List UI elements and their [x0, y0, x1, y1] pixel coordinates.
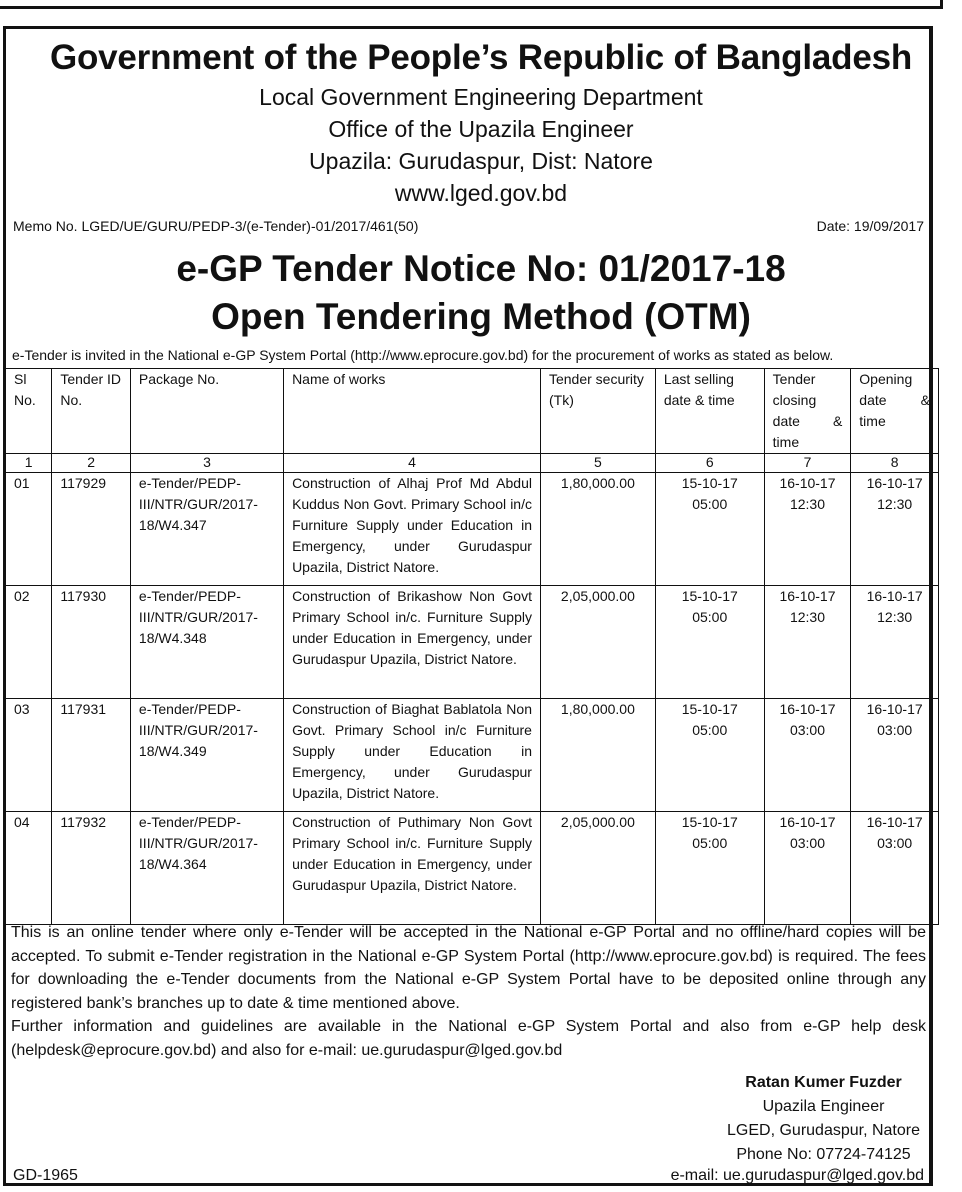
cell-selling-date: [655, 699, 764, 812]
cell-tender-id: 117932: [52, 812, 131, 925]
header-tender-id: Tender ID No.: [52, 369, 131, 454]
cell-tender-id: 117929: [52, 473, 131, 586]
signatory-email[interactable]: e-mail: ue.gurudaspur@lged.gov.bd: [670, 1167, 924, 1184]
header-opening-date: Opening date & time: [851, 369, 939, 454]
opening-time: 12:30: [877, 609, 913, 625]
signatory-phone: Phone No: 07724-74125: [736, 1146, 911, 1163]
cell-security: 2,05,000.00: [540, 812, 655, 925]
cell-work-name: Construction of Brikashow Non Govt Primary School in/c. Furniture Supply under Education in Emergency, under Gurudaspur Upazila, District Natore.: [284, 586, 541, 699]
table-row: [6, 473, 939, 586]
opening-date: 16-10-17: [866, 475, 923, 491]
column-number: 7: [764, 454, 851, 473]
selling-time: 05:00: [692, 835, 728, 851]
header-sl: Sl No.: [6, 369, 52, 454]
closing-time: 12:30: [789, 609, 825, 625]
memo-date: Date: 19/09/2017: [816, 218, 924, 234]
notice-title: e-GP Tender Notice No: 01/2017-18: [176, 248, 786, 289]
selling-date: 15-10-17: [681, 814, 738, 830]
cell-sl: 02: [6, 586, 52, 699]
cell-selling-date: [655, 473, 764, 586]
government-title: Government of the People’s Republic of Bangladesh: [49, 38, 913, 77]
cell-work-name: Construction of Biaghat Bablatola Non Govt. Primary School in/c Furniture Supply under Education in Emergency, under Gurudaspur Upazila, District Natore.: [284, 699, 541, 812]
opening-date: 16-10-17: [866, 814, 923, 830]
cell-tender-id: 117930: [52, 586, 131, 699]
further-info-paragraph: Further information and guidelines are available in the National e-GP System Portal and also from e-GP help desk (helpdesk@eprocure.gov.bd) and also for e-mail: ue.gurudaspur@lged.gov.bd: [11, 1018, 926, 1059]
office-name: Office of the Upazila Engineer: [328, 116, 634, 142]
selling-time: 05:00: [692, 609, 728, 625]
gd-code: GD-1965: [13, 1167, 78, 1184]
selling-time: 05:00: [692, 722, 728, 738]
department-name: Local Government Engineering Department: [259, 84, 703, 110]
cell-closing-date: [764, 473, 851, 586]
table-header-row: [6, 369, 939, 454]
closing-date: 16-10-17: [779, 588, 836, 604]
selling-date: 15-10-17: [681, 475, 738, 491]
cell-work-name: Construction of Puthimary Non Govt Primary School in/c. Furniture Supply under Education in Emergency, under Gurudaspur Upazila, District Natore.: [284, 812, 541, 925]
table-row: [6, 812, 939, 925]
column-number: 1: [6, 454, 52, 473]
closing-date: 16-10-17: [779, 475, 836, 491]
cell-security: 1,80,000.00: [540, 699, 655, 812]
cell-work-name: Construction of Alhaj Prof Md Abdul Kuddus Non Govt. Primary School in/c Furniture Supply under Education in Emergency, under Gurudaspur Upazila, District Natore.: [284, 473, 541, 586]
table-row: [6, 586, 939, 699]
tender-instructions: [11, 921, 926, 1062]
cell-closing-date: [764, 812, 851, 925]
column-number: 2: [52, 454, 131, 473]
opening-date: 16-10-17: [866, 701, 923, 717]
column-number: 4: [284, 454, 541, 473]
cell-package: e-Tender/PEDP-III/NTR/GUR/2017-18/W4.347: [130, 473, 283, 586]
closing-time: 03:00: [789, 722, 825, 738]
instructions-paragraph: This is an online tender where only e-Tender will be accepted in the National e-GP Portal and no offline/hard copies will be accepted. To submit e-Tender registration in the National e-GP System Portal (http://www.eprocure.gov.bd) is required. The fees for downloading the e-Tender documents from the National e-GP System Portal have to be deposited online through any registered bank’s branches up to date & time mentioned above.: [11, 924, 926, 1012]
website-link[interactable]: www.lged.gov.bd: [394, 180, 568, 206]
signatory-name: Ratan Kumer Fuzder: [745, 1074, 902, 1091]
closing-date: 16-10-17: [779, 814, 836, 830]
cell-security: 1,80,000.00: [540, 473, 655, 586]
selling-time: 05:00: [692, 496, 728, 512]
cell-closing-date: [764, 699, 851, 812]
selling-date: 15-10-17: [681, 588, 738, 604]
cell-selling-date: [655, 812, 764, 925]
cell-opening-date: [851, 699, 939, 812]
cell-sl: 01: [6, 473, 52, 586]
cell-package: e-Tender/PEDP-III/NTR/GUR/2017-18/W4.348: [130, 586, 283, 699]
cell-opening-date: [851, 812, 939, 925]
header-security: Tender security (Tk): [540, 369, 655, 454]
column-number: 5: [540, 454, 655, 473]
column-number: 8: [851, 454, 939, 473]
table-row: [6, 699, 939, 812]
cell-sl: 03: [6, 699, 52, 812]
closing-time: 12:30: [789, 496, 825, 512]
cell-package: e-Tender/PEDP-III/NTR/GUR/2017-18/W4.364: [130, 812, 283, 925]
column-number: 6: [655, 454, 764, 473]
cell-opening-date: [851, 473, 939, 586]
tender-table: [5, 368, 939, 925]
header-closing-date: Tender closing date & time: [764, 369, 851, 454]
closing-date: 16-10-17: [779, 701, 836, 717]
cell-sl: 04: [6, 812, 52, 925]
header-work-name: Name of works: [284, 369, 541, 454]
cell-package: e-Tender/PEDP-III/NTR/GUR/2017-18/W4.349: [130, 699, 283, 812]
notice-intro: e-Tender is invited in the National e-GP System Portal (http://www.eprocure.gov.bd) for the procurement of works as stated as below.: [12, 347, 834, 363]
signatory-designation: Upazila Engineer: [762, 1098, 885, 1115]
column-number-row: [6, 454, 939, 473]
signatory-office: LGED, Gurudaspur, Natore: [727, 1122, 920, 1139]
cell-opening-date: [851, 586, 939, 699]
signature-block: [727, 1071, 920, 1167]
column-number: 3: [130, 454, 283, 473]
cell-closing-date: [764, 586, 851, 699]
memo-number: Memo No. LGED/UE/GURU/PEDP-3/(e-Tender)-01/2017/461(50): [13, 218, 419, 234]
cell-selling-date: [655, 586, 764, 699]
cell-tender-id: 117931: [52, 699, 131, 812]
opening-date: 16-10-17: [866, 588, 923, 604]
opening-time: 03:00: [877, 722, 913, 738]
header-selling-date: Last selling date & time: [655, 369, 764, 454]
closing-time: 03:00: [789, 835, 825, 851]
cell-security: 2,05,000.00: [540, 586, 655, 699]
office-location: Upazila: Gurudaspur, Dist: Natore: [309, 148, 653, 174]
opening-time: 12:30: [877, 496, 913, 512]
selling-date: 15-10-17: [681, 701, 738, 717]
opening-time: 03:00: [877, 835, 913, 851]
header-package: Package No.: [130, 369, 283, 454]
top-border: [0, 0, 943, 9]
tender-method: Open Tendering Method (OTM): [211, 296, 751, 337]
